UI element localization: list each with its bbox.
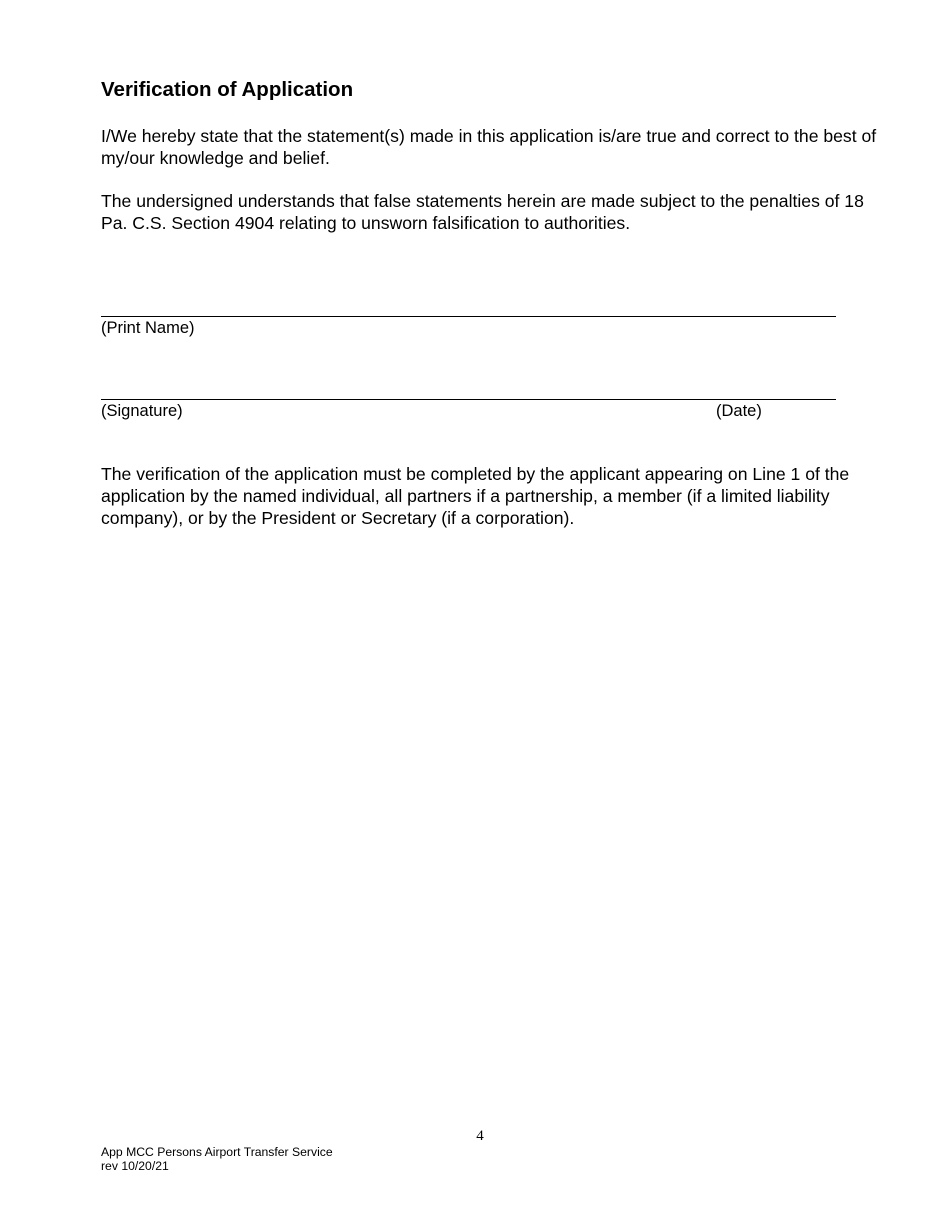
signature-line[interactable] <box>101 399 836 400</box>
date-label: (Date) <box>716 402 762 420</box>
footer-revision: rev 10/20/21 <box>101 1159 169 1173</box>
print-name-label: (Print Name) <box>101 319 195 337</box>
document-footer <box>101 1145 333 1173</box>
print-name-line[interactable] <box>101 316 836 317</box>
page-title: Verification of Application <box>101 78 354 101</box>
completion-instructions: The verification of the application must be completed by the applicant appearing on Line 1 of the application by the named individual, all partners if a partnership, a member (if a limited liability company), or by the President or Secretary (if a corporation). <box>101 464 850 528</box>
penalty-statement: The undersigned understands that false statements herein are made subject to the penalties of 18 Pa. C.S. Section 4904 relating to unsworn falsification to authorities. <box>101 191 864 233</box>
page-number: 4 <box>476 1128 484 1144</box>
footer-form-name: App MCC Persons Airport Transfer Service <box>101 1145 333 1159</box>
signature-label: (Signature) <box>101 402 183 420</box>
verification-statement: I/We hereby state that the statement(s) made in this application is/are true and correct to the best of my/our knowledge and belief. <box>101 126 877 168</box>
